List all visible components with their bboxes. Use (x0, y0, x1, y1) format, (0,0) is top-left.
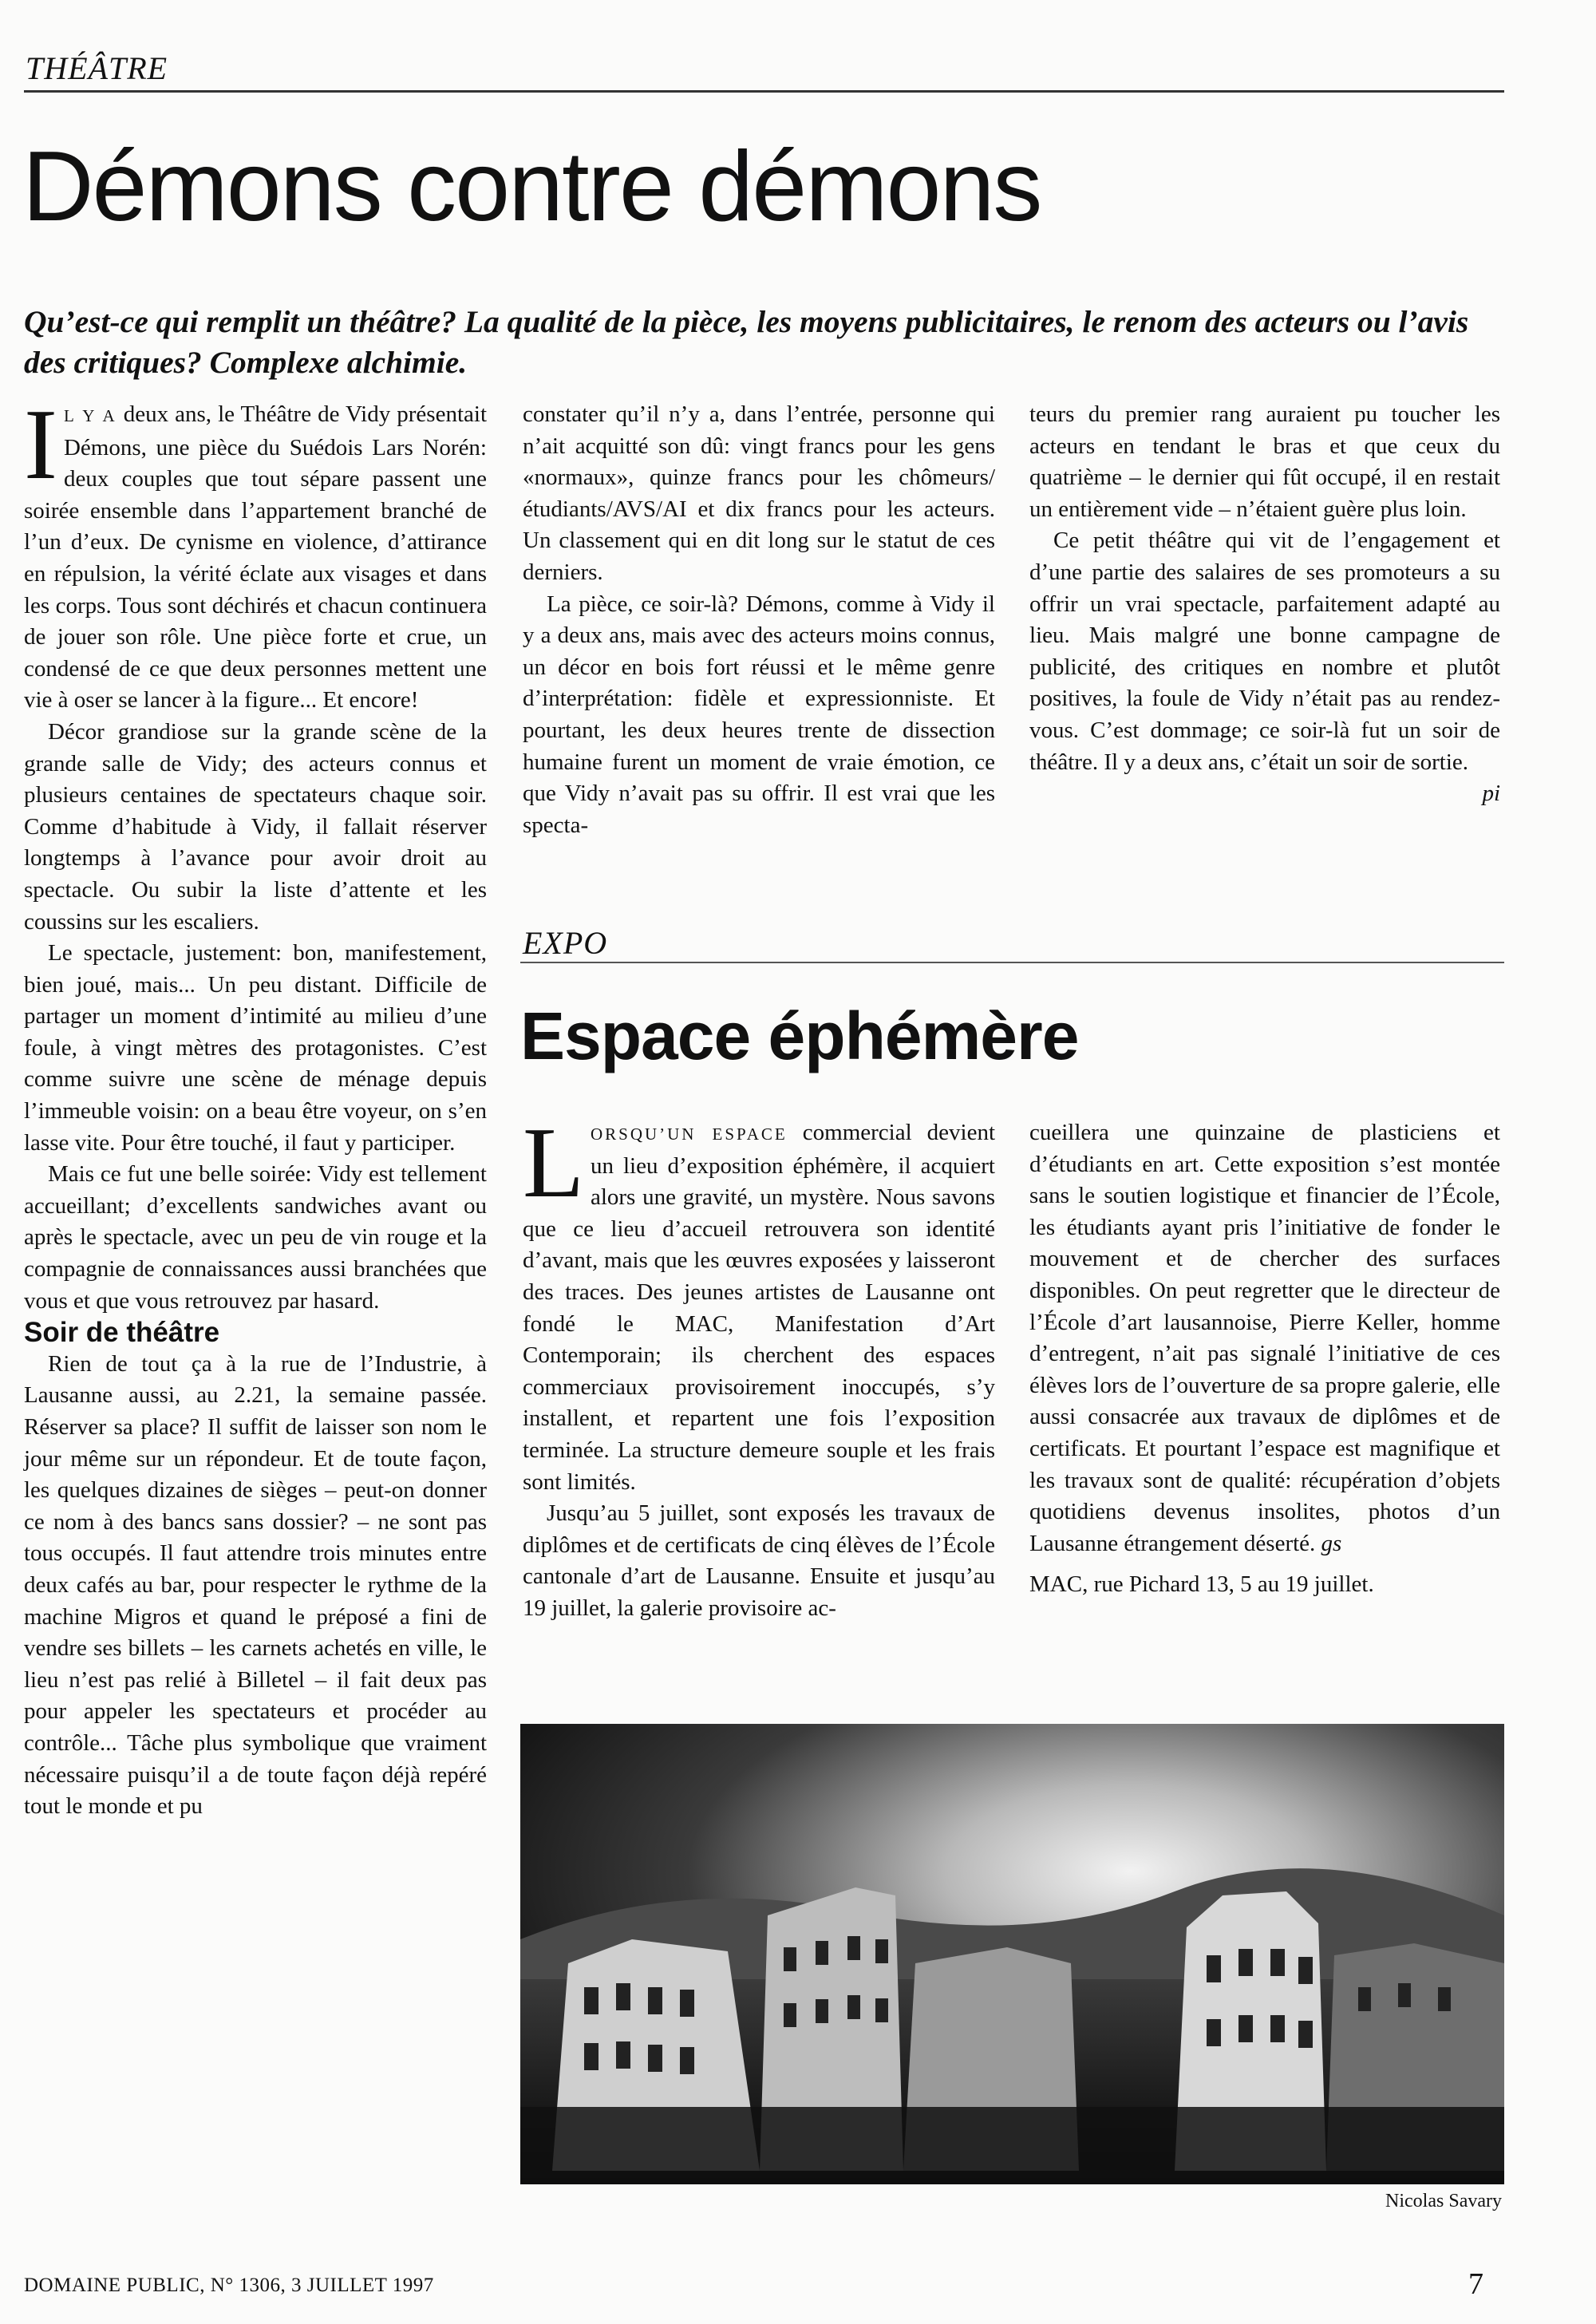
theatre-column-1 (24, 389, 487, 1823)
dropcap-i: I (24, 389, 57, 500)
theatre-paragraph-2: Décor grandiose sur la grande scène de la grande salle de Vidy; des acteurs connus et plusieurs centaines de spectateurs chaque soir. Comme d’habitude à Vidy, il fallait réserver longtemps à l’avance pour avoir droit au spectacle. Ou subir la liste d’attente et les coussins sur les escaliers. (24, 718, 487, 935)
article-lead-theatre: Qu’est-ce qui remplit un théâtre? La qualité de la pièce, les moyens publicitaires, le renom des acteurs ou l’avis des critiques? Complexe alchimie. (24, 304, 1469, 380)
theatre-paragraph-7: La pièce, ce soir-là? Démons, comme à Vidy il y a deux ans, mais avec des acteurs moins connus, un décor en bois fort réussi et le même genre d’interprétation: fidèle et expressionniste. Et pourtant, les deux heures trente de dissection humaine furent un moment de vraie émotion, ce que Vidy n’avait pas su offrir. Il est vrai que les specta- (523, 591, 995, 838)
theatre-column-3 (1029, 399, 1500, 810)
smallcaps-opening-expo: ORSQU’UN ESPACE (590, 1124, 788, 1144)
article-title-expo: Espace éphémère (520, 998, 1079, 1073)
section-kicker-expo: EXPO (523, 925, 608, 961)
subheading-soir-de-theatre: Soir de théâtre (24, 1317, 220, 1349)
footer-publication: DOMAINE PUBLIC, N° 1306, 3 JUILLET 1997 (24, 2275, 434, 2296)
smallcaps-opening: L Y A (63, 406, 117, 425)
page-number: 7 (1468, 2267, 1483, 2301)
expo-column-2 (1029, 1117, 1500, 1601)
expo-paragraph-1: LORSQU’UN ESPACE commercial devient un lieu d’exposition éphémère, il acquiert alors une gravité, un mystère. Nous savons que ce lieu d’accueil retrouvera son identité d’avant, mais que les œuvres exposées y laisseront des traces. Des jeunes artistes de Lausanne ont fondé le MAC, Manifestation d’Art Contemporain; ils cherchent des espaces commerciaux provisoirement inoccupés, s’y installent, et repartent une fois l’exposition terminée. La structure demeure souple et les frais sont limités. (523, 1108, 996, 1495)
theatre-column-2 (523, 399, 995, 841)
theatre-paragraph-8: teurs du premier rang auraient pu toucher les acteurs en tendant le bras et que ceux du quatrième – le dernier qui fût occupé, il en restait un entièrement vide – n’étaient guère plus loin. (1029, 401, 1500, 522)
expo-info: MAC, rue Pichard 13, 5 au 19 juillet. (1029, 1571, 1374, 1598)
theatre-paragraph-6: constater qu’il n’y a, dans l’entrée, personne qui n’ait acquitté son dû: vingt francs pour les gens «normaux», quinze francs pour les chômeurs/étudiants/AVS/AI et dix francs pour les acteurs. Un classement qui en dit long sur le statut de ces derniers. (523, 401, 995, 585)
theatre-paragraph-1: IL Y A deux ans, le Théâtre de Vidy présentait Démons, une pièce du Suédois Lars Norén: deux couples que tout sépare passent une soirée ensemble dans l’appartement branché de l’un d’eux. De cynisme en violence, d’attirance en répulsion, la vérité éclate aux visages et dans les corps. Tous sont déchirés et chacun continuera de jouer son rôle. Une pièce forte et crue, un condensé de ce que deux personnes mettent une vie à oser se lancer à la figure... Et encore! (24, 389, 487, 713)
dropcap-l: L (523, 1108, 584, 1219)
article-title-theatre: Démons contre démons (22, 132, 1041, 242)
theatre-paragraph-9: Ce petit théâtre qui vit de l’engagement et d’une partie des salaires de ses promoteurs a su offrir un vrai spectacle, parfaitement adapté au lieu. Mais malgré une bonne campagne de publicité, des critiques en nombre et plutôt positives, la foule de Vidy n’était pas au rendez-vous. C’est dommage; ce soir-là fut un soir de théâtre. Il y a deux ans, c’était un soir de sortie. (1029, 528, 1500, 775)
theatre-paragraph-5: Rien de tout ça à la rue de l’Industrie, à Lausanne aussi, au 2.21, la semaine passée. Réserver sa place? Il suffit de laisser son nom le jour même sur un répondeur. Et de toute façon, les quelques dizaines de sièges – peut-on donner ce nom à des bancs sans dossier? – ne sont pas tous occupés. Il faut attendre trois minutes entre deux cafés au bar, pour respecter le rythme de la machine Migros et quand le préposé a fini de vendre ses billets – les carnets achetés en ville, le lieu n’est pas relié à Billetel – il fait deux pas pour appeler les spectateurs et procéder au contrôle... Tâche plus symbolique que vraiment nécessaire puisqu’il a de toute façon déjà repéré tout le monde et pu (24, 1350, 487, 1820)
header-rule (24, 90, 1504, 93)
signature-gs: gs (1321, 1530, 1342, 1556)
photo-illustration (520, 1724, 1504, 2184)
photo-credit: Nicolas Savary (1385, 2191, 1502, 2211)
expo-rule (520, 962, 1504, 963)
expo-paragraph-3: cueillera une quinzaine de plasticiens et d’étudiants en art. Cette exposition s’est montée sans le soutien logistique et financier de l’École, les étudiants ayant pris l’initiative de fonder le mouvement et de chercher des surfaces disponibles. On peut regretter que le directeur de l’École d’art lausannoise, Pierre Keller, homme d’entregent, n’ait pas signalé l’initiative de ces élèves lors de l’ouverture de sa propre galerie, elle aussi consacrée aux travaux de diplômes et de certificats. Et pourtant l’espace est magnifique et les travaux sont de qualité: récupération d’objets quotidiens devenus insolites, photos d’un Lausanne étrangement déserté. gs (1029, 1120, 1500, 1556)
section-kicker-theatre: THÉÂTRE (26, 50, 168, 86)
expo-column-1 (523, 1108, 996, 1625)
signature-pi: pi (1482, 781, 1500, 807)
expo-paragraph-2: Jusqu’au 5 juillet, sont exposés les travaux de diplômes et de certificats de cinq élèves de l’École cantonale d’art de Lausanne. Ensuite et jusqu’au 19 juillet, la galerie provisoire ac- (523, 1500, 995, 1621)
theatre-paragraph-4: Mais ce fut une belle soirée: Vidy est tellement accueillant; d’excellents sandwiches avant ou après le spectacle, avec un peu de vin rouge et la compagnie de connaissances aussi branchées que vous et que vous retrouvez par hasard. (24, 1161, 487, 1314)
photo-lausanne-rooftops (520, 1724, 1504, 2184)
theatre-paragraph-3: Le spectacle, justement: bon, manifestement, bien joué, mais... Un peu distant. Difficile de partager un moment d’intimité au milieu d’une foule, à vingt mètres des protagonistes. C’est comme suivre une scène de ménage depuis l’immeuble voisin: on a beau être voyeur, on s’en lasse vite. Pour être touché, il faut y participer. (24, 940, 487, 1156)
